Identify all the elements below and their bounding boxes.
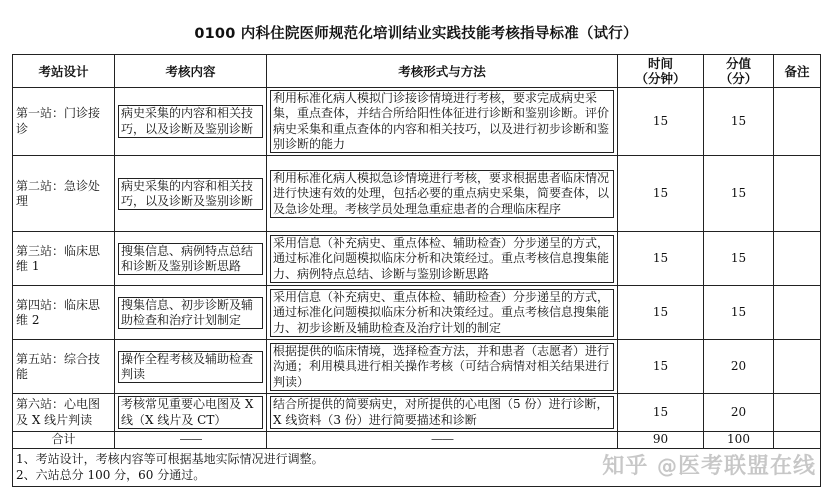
time-cell: 15: [618, 394, 704, 432]
method-cell: [267, 156, 618, 232]
total-score: 100: [704, 432, 774, 448]
assessment-standard-table: [12, 54, 821, 487]
content-cell: [115, 156, 267, 232]
remark-cell: [774, 156, 821, 232]
header-remark: 备注: [774, 55, 821, 88]
note-line: 2、六站总分 100 分，60 分通过。: [16, 468, 206, 483]
method-text: 利用标准化病人模拟门诊接诊情境进行考核，要求完成病史采集，重点查体，并结合所给阳性体征进行诊断和鉴别诊断。评价病史采集和重点查体的内容和相关技巧，以及进行初步诊断和鉴别诊断的能力: [270, 90, 614, 153]
watermark-at: @: [656, 454, 678, 478]
document-title: 0100 内科住院医师规范化培训结业实践技能考核指导标准（试行）: [194, 26, 638, 42]
score-cell: 15: [704, 286, 774, 340]
remark-cell: [774, 286, 821, 340]
table-header-row: [13, 55, 821, 88]
total-remark: [774, 432, 821, 448]
content-text: 病史采集的内容和相关技巧，以及诊断及鉴别诊断: [118, 178, 263, 211]
station-cell: 第二站：急诊处理: [13, 156, 115, 232]
zhihu-watermark: [602, 449, 816, 480]
station-cell: 第三站：临床思维 1: [13, 232, 115, 286]
content-cell: [115, 340, 267, 394]
note-line: 1、考站设计，考核内容等可根据基地实际情况进行调整。: [16, 451, 324, 466]
header-time: 时间 （分钟）: [618, 55, 704, 88]
table-row: [13, 88, 821, 156]
method-text: 利用标准化病人模拟急诊情境进行考核，要求根据患者临床情况进行快速有效的处理，包括必要的重点病史采集，简要查体，以及急诊处理。考核学员处理急重症患者的合理临床程序: [270, 170, 614, 218]
score-cell: 15: [704, 88, 774, 156]
table-row: [13, 156, 821, 232]
method-cell: [267, 340, 618, 394]
total-method-dash: ——: [267, 432, 618, 448]
method-text: 采用信息（补充病史、重点体检、辅助检查）分步递呈的方式，通过标准化问题模拟临床分析和决策经过。重点考核信息搜集能力、初步诊断及辅助检查及治疗计划的制定: [270, 289, 614, 337]
header-content: 考核内容: [115, 55, 267, 88]
content-text: 病史采集的内容和相关技巧，以及诊断及鉴别诊断: [118, 105, 263, 138]
station-cell: 第五站：综合技能: [13, 340, 115, 394]
time-cell: 15: [618, 88, 704, 156]
method-cell: [267, 286, 618, 340]
header-station: 考站设计: [13, 55, 115, 88]
content-text: 搜集信息、初步诊断及辅助检查和治疗计划制定: [118, 297, 263, 330]
remark-cell: [774, 340, 821, 394]
table-row: [13, 340, 821, 394]
remark-cell: [774, 394, 821, 432]
score-cell: 15: [704, 232, 774, 286]
total-time: 90: [618, 432, 704, 448]
content-cell: [115, 394, 267, 432]
header-score: 分值 （分）: [704, 55, 774, 88]
total-content-dash: ——: [115, 432, 267, 448]
remark-cell: [774, 232, 821, 286]
method-cell: [267, 232, 618, 286]
score-cell: 20: [704, 340, 774, 394]
table-row: [13, 394, 821, 432]
table-row: [13, 232, 821, 286]
method-text: 根据提供的临床情境，选择检查方法，并和患者（志愿者）进行沟通；利用模具进行相关操作考核（可结合病情对相关结果进行判读）: [270, 343, 614, 391]
station-cell: 第四站：临床思维 2: [13, 286, 115, 340]
content-text: 操作全程考核及辅助检查判读: [118, 351, 263, 384]
total-row: [13, 432, 821, 448]
score-cell: 20: [704, 394, 774, 432]
time-cell: 15: [618, 286, 704, 340]
score-cell: 15: [704, 156, 774, 232]
station-cell: 第六站：心电图及 X 线片判读: [13, 394, 115, 432]
method-text: 采用信息（补充病史、重点体检、辅助检查）分步递呈的方式，通过标准化问题模拟临床分析和决策经过。重点考核信息搜集能力、病例特点总结、诊断与鉴别诊断思路: [270, 235, 614, 283]
watermark-handle: 医考联盟在线: [677, 454, 816, 479]
table-row: [13, 286, 821, 340]
header-method: 考核形式与方法: [267, 55, 618, 88]
method-cell: [267, 394, 618, 432]
watermark-prefix: 知乎: [602, 454, 649, 479]
time-cell: 15: [618, 232, 704, 286]
remark-cell: [774, 88, 821, 156]
method-cell: [267, 88, 618, 156]
method-text: 结合所提供的简要病史，对所提供的心电图（5 份）进行诊断，X 线资料（3 份）进行简要描述和诊断: [270, 396, 614, 429]
station-cell: 第一站：门诊接诊: [13, 88, 115, 156]
time-cell: 15: [618, 156, 704, 232]
content-cell: [115, 286, 267, 340]
time-cell: 15: [618, 340, 704, 394]
content-text: 考核常见重要心电图及 X 线（X 线片及 CT）: [118, 396, 263, 429]
content-cell: [115, 232, 267, 286]
content-cell: [115, 88, 267, 156]
total-label: 合计: [13, 432, 115, 448]
content-text: 搜集信息、病例特点总结和诊断及鉴别诊断思路: [118, 243, 263, 276]
